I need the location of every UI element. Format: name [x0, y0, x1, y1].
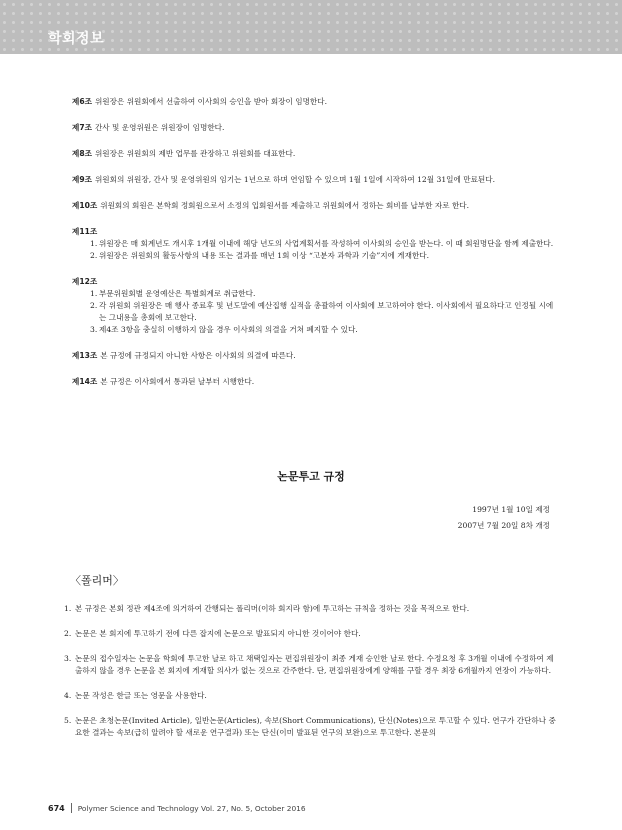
section-header-band: [0, 0, 622, 54]
clause-text: 제4조 3항을 충실히 이행하지 않을 경우 이사회의 의결을 거쳐 폐지할 수 있다.: [99, 325, 358, 334]
regulation-number: 2.: [64, 629, 72, 638]
article-label: 제8조: [72, 149, 92, 158]
regulation-item: [64, 653, 556, 677]
article-clause: [72, 250, 554, 262]
article-12-items: [72, 288, 554, 336]
article-label: 제6조: [72, 97, 92, 106]
clause-number: 2.: [90, 251, 98, 260]
regulation-item: [64, 715, 556, 739]
article-clause: [72, 300, 554, 324]
article-label: 제13조: [72, 351, 98, 360]
article-12-label: 제12조: [72, 277, 98, 286]
article-paragraph: [72, 350, 554, 362]
article-paragraph: [72, 96, 554, 108]
article-11: [72, 226, 554, 262]
date-revised: 2007년 7월 20일 8차 개정: [457, 521, 550, 530]
regulation-text: 논문의 접수일자는 논문을 학회에 투고한 날로 하고 채택일자는 편집위원장이 최종 게재 승인한 날로 한다. 수정요청 후 3개월 이내에 수정하여 제출하지 않을 경우 논문을 본 회지에 게재할 의사가 없는 것으로 간주한다. 단, 편집위원장에게 양해를 구할 경우 최장 6개월까지 연장이 가능하다.: [75, 654, 554, 675]
clause-text: 각 위원회 위원장은 매 행사 종료후 및 년도말에 예산집행 실적을 총괄하여 이사회에 보고하여야 한다. 이사회에서 필요하다고 인정될 시에는 그내용을 총회에 보고한다.: [99, 301, 554, 322]
articles-group-a: [72, 96, 554, 212]
regulation-number: 5.: [64, 716, 72, 725]
article-label: 제9조: [72, 175, 92, 184]
regulation-item: [64, 628, 556, 640]
clause-number: 1.: [90, 289, 98, 298]
article-paragraph: [72, 174, 554, 186]
article-clause: [72, 288, 554, 300]
page-number: 674: [48, 803, 65, 813]
article-clause: [72, 238, 554, 250]
clause-text: 위원장은 위원회의 활동사항의 내용 또는 결과를 매년 1회 이상 “고분자 과학과 기술”지에 게재한다.: [99, 251, 430, 260]
article-text: 간사 및 운영위원은 위원장이 임명한다.: [94, 123, 225, 132]
regulation-number: 1.: [64, 604, 72, 613]
regulation-dates: [458, 502, 550, 534]
article-label: 제10조: [72, 201, 98, 210]
clause-text: 위원장은 매 회계년도 개시후 1개월 이내에 해당 년도의 사업계획서를 작성하여 이사회의 승인을 받는다. 이 때 회원명단을 함께 제출한다.: [99, 239, 554, 248]
clause-number: 1.: [90, 239, 98, 248]
clause-number: 3.: [90, 325, 98, 334]
regulation-items: [64, 603, 556, 752]
regulation-item: [64, 603, 556, 615]
article-text: 본 규정은 이사회에서 통과된 날부터 시행한다.: [100, 377, 255, 386]
article-text: 본 규정에 규정되지 아니한 사항은 이사회의 의결에 따른다.: [100, 351, 296, 360]
regulation-item: [64, 690, 556, 702]
articles-group-b: [72, 350, 554, 388]
clause-text: 부문위원회별 운영예산은 특별회계로 취급한다.: [99, 289, 256, 298]
regulation-number: 4.: [64, 691, 72, 700]
committee-regulations: [72, 96, 554, 402]
regulation-text: 논문 작성은 한글 또는 영문을 사용한다.: [75, 691, 207, 700]
article-paragraph: [72, 200, 554, 212]
section-title-label: 학회정보: [48, 31, 105, 47]
article-paragraph: [72, 122, 554, 134]
article-text: 위원장은 위원회의 제반 업무를 관장하고 위원회를 대표한다.: [94, 149, 296, 158]
article-paragraph: [72, 148, 554, 160]
regulation-text: 논문은 본 회지에 투고하기 전에 다른 잡지에 논문으로 발표되지 아니한 것이어야 한다.: [75, 629, 361, 638]
article-11-label: 제11조: [72, 227, 98, 236]
article-11-items: [72, 238, 554, 262]
article-paragraph: [72, 376, 554, 388]
article-text: 위원회의 회원은 본학회 정회원으로서 소정의 입회원서를 제출하고 위원회에서 정하는 회비를 납부한 자로 한다.: [100, 201, 470, 210]
article-label: 제7조: [72, 123, 92, 132]
journal-citation: Polymer Science and Technology Vol. 27, No. 5, October 2016: [77, 803, 306, 813]
polymer-section-title: 〈폴리머〉: [70, 574, 124, 587]
article-clause: [72, 324, 554, 336]
regulation-text: 논문은 초청논문(Invited Article), 일반논문(Articles), 속보(Short Communications), 단신(Notes)으로 투고할 수 있다. 연구가 간단하나 중요한 결과는 속보(급히 알려야 할 새로운 연구결과) 또는 단신(이미 발표된 연구의 보완)으로 투고한다. 본문의: [75, 716, 556, 737]
article-text: 위원회의 위원장, 간사 및 운영위원의 임기는 1년으로 하며 연임할 수 있으며 1월 1일에 시작하여 12월 31일에 만료된다.: [94, 175, 495, 184]
article-12: [72, 276, 554, 336]
page-footer: [48, 803, 306, 813]
date-enacted: 1997년 1월 10일 제정: [472, 505, 550, 514]
article-text: 위원장은 위원회에서 선출하여 이사회의 승인을 받아 회장이 임명한다.: [94, 97, 328, 106]
clause-number: 2.: [90, 301, 98, 310]
footer-divider: [71, 803, 72, 813]
article-label: 제14조: [72, 377, 98, 386]
regulation-number: 3.: [64, 654, 72, 663]
regulations-title: 논문투고 규정: [277, 470, 345, 483]
regulation-text: 본 규정은 본회 정관 제4조에 의거하여 간행되는 폴리머(이하 회지라 함)에 투고하는 규칙을 정하는 것을 목적으로 한다.: [75, 604, 470, 613]
